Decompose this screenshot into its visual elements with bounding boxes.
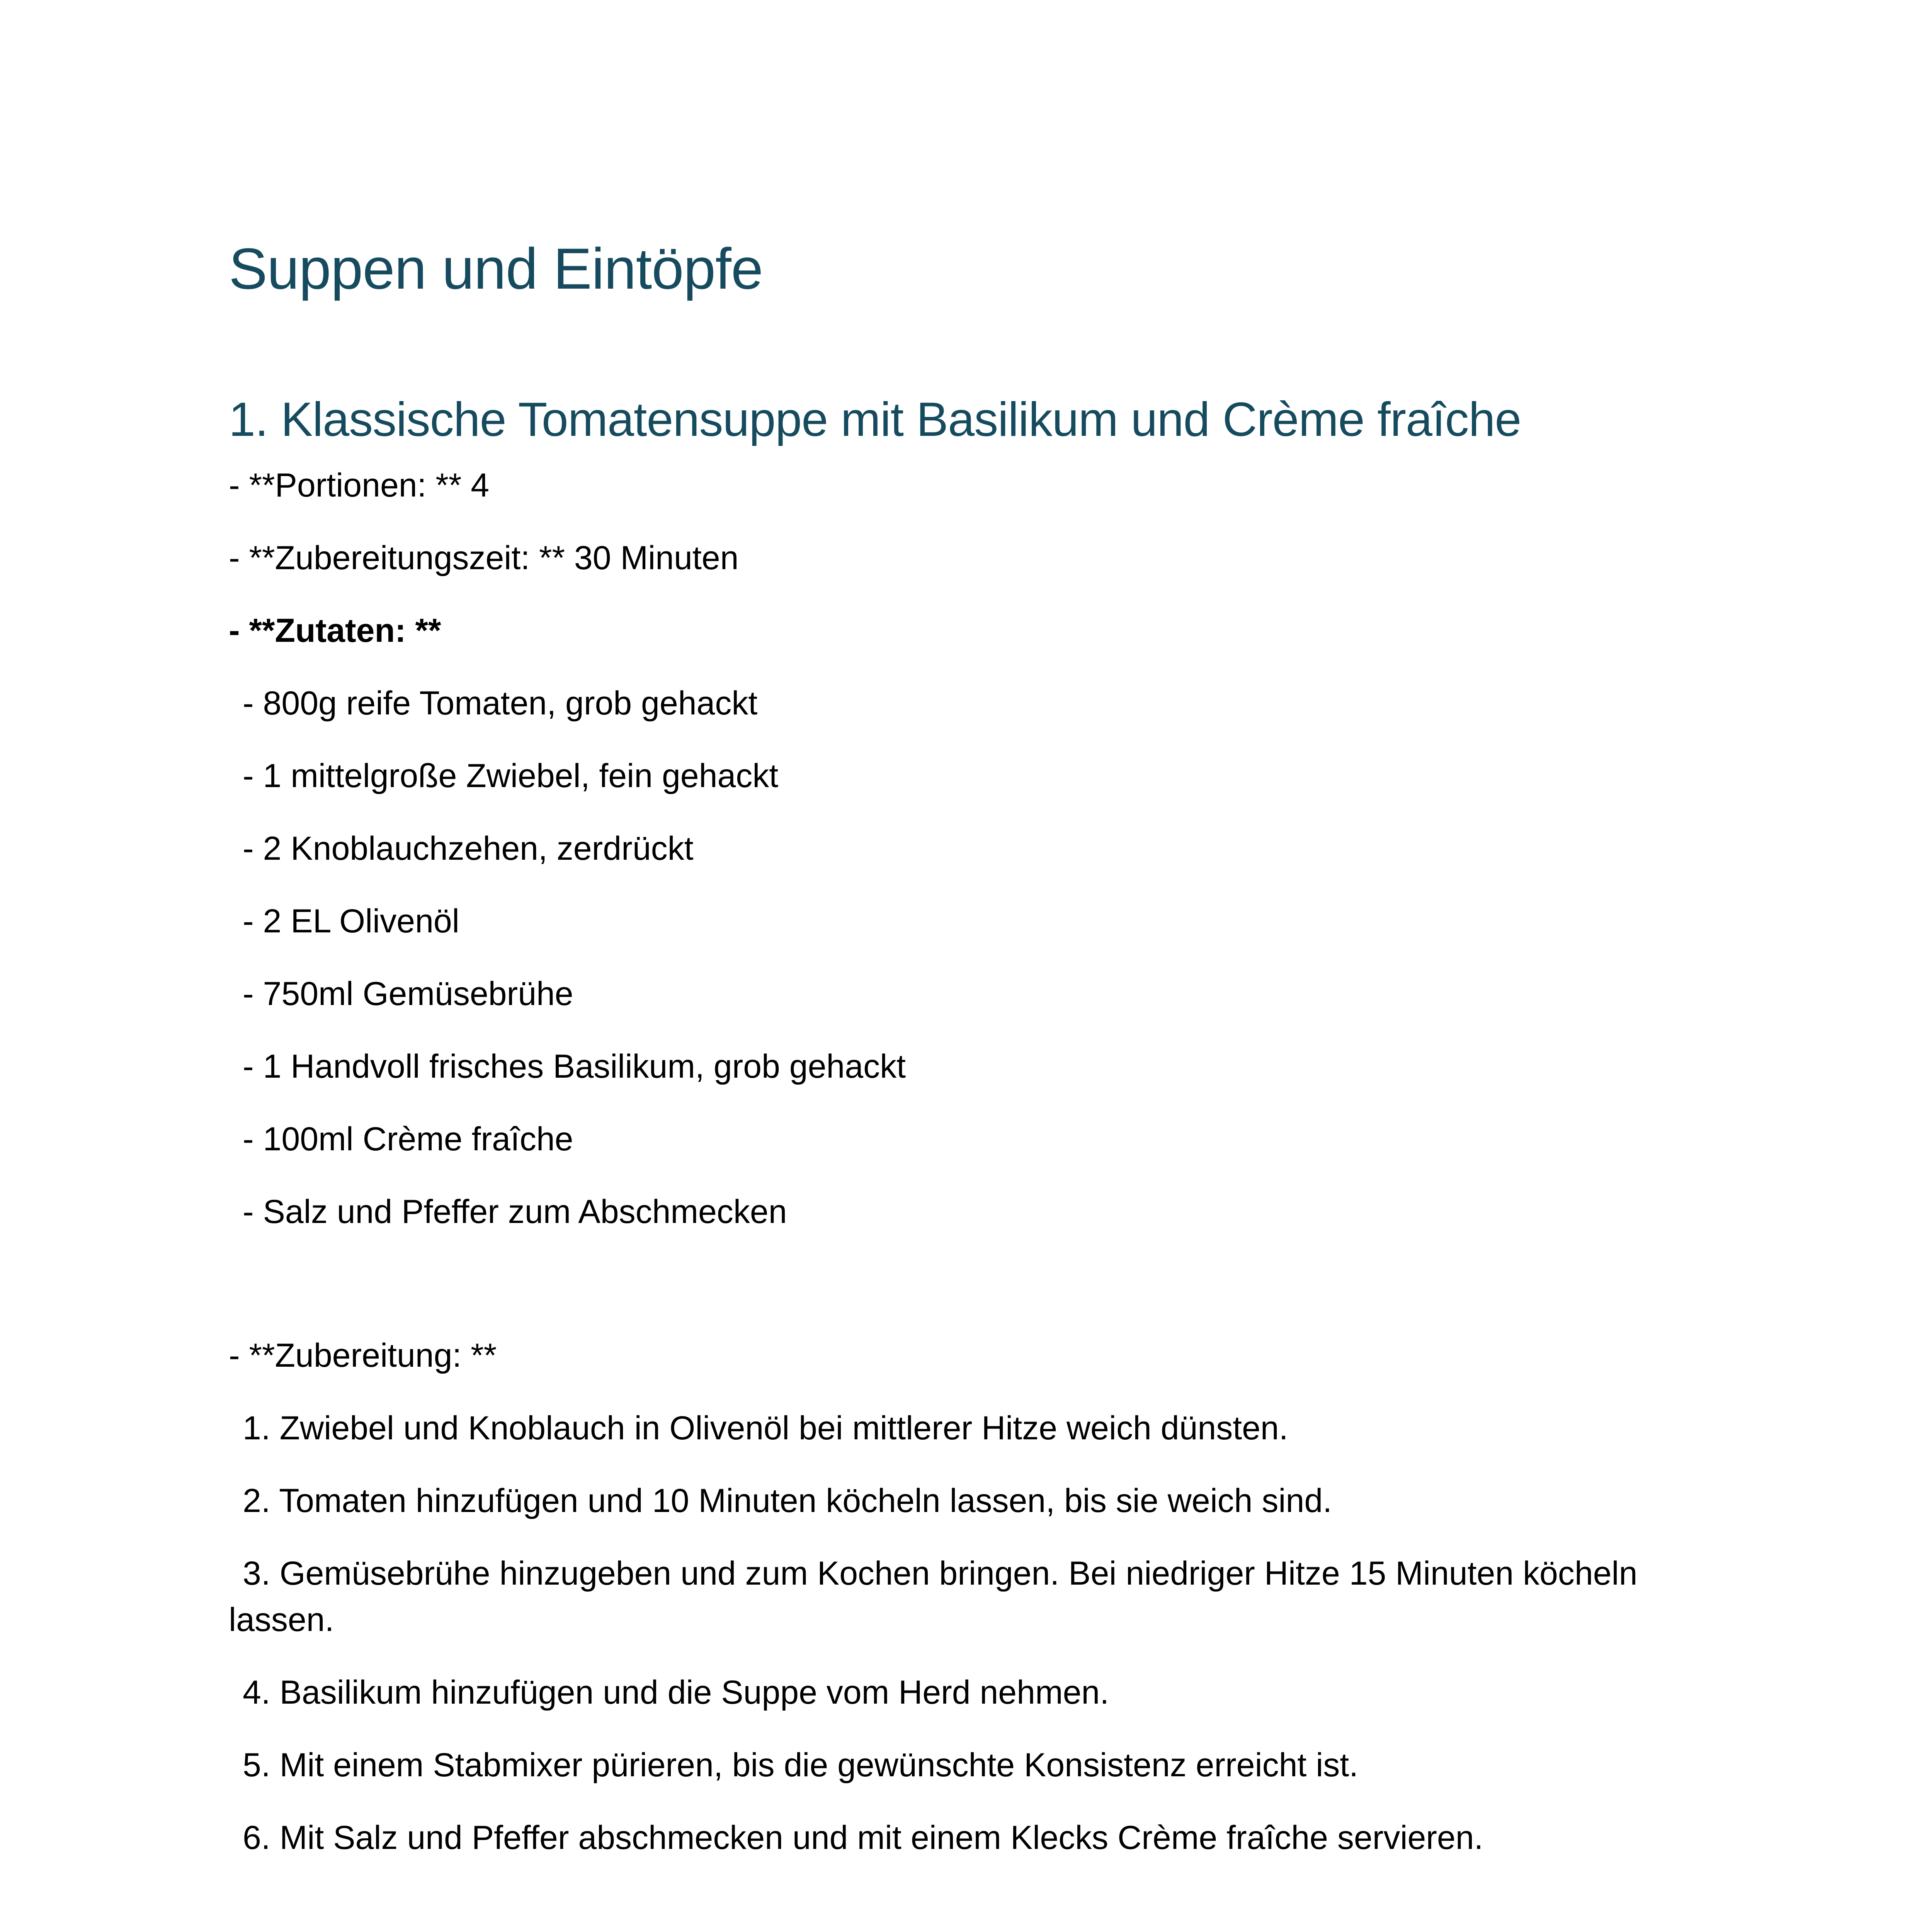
ingredient-item: - 2 Knoblauchzehen, zerdrückt <box>243 830 694 867</box>
ingredient-item: - 750ml Gemüsebrühe <box>243 975 573 1012</box>
recipe-prep-time: - **Zubereitungszeit: ** 30 Minuten <box>229 539 739 577</box>
preparation-step: 2. Tomaten hinzufügen und 10 Minuten köcheln lassen, bis sie weich sind. <box>243 1482 1332 1519</box>
recipe-portions: - **Portionen: ** 4 <box>229 467 490 504</box>
ingredient-item: - 100ml Crème fraîche <box>243 1121 573 1158</box>
page-content <box>229 232 1720 1861</box>
preparation-heading: - **Zubereitung: ** <box>229 1337 497 1374</box>
ingredient-item: - 1 Handvoll frisches Basilikum, grob gehackt <box>243 1048 906 1085</box>
preparation-step: 3. Gemüsebrühe hinzugeben und zum Kochen bringen. Bei niedriger Hitze 15 Minuten köcheln lassen. <box>229 1555 1647 1638</box>
ingredient-item: - 2 EL Olivenöl <box>243 903 459 940</box>
preparation-step: 5. Mit einem Stabmixer pürieren, bis die gewünschte Konsistenz erreicht ist. <box>243 1747 1359 1784</box>
ingredient-item: - 1 mittelgroße Zwiebel, fein gehackt <box>243 757 779 794</box>
ingredients-heading: - **Zutaten: ** <box>229 612 441 649</box>
preparation-steps <box>229 1405 1720 1861</box>
preparation-step: 4. Basilikum hinzufügen und die Suppe vom Herd nehmen. <box>243 1674 1109 1711</box>
preparation-step: 1. Zwiebel und Knoblauch in Olivenöl bei mittlerer Hitze weich dünsten. <box>243 1410 1288 1447</box>
ingredients-list <box>229 680 1720 1235</box>
ingredient-item: - Salz und Pfeffer zum Abschmecken <box>243 1193 787 1230</box>
preparation-step: 6. Mit Salz und Pfeffer abschmecken und mit einem Klecks Crème fraîche servieren. <box>243 1819 1483 1856</box>
recipe-title: 1. Klassische Tomatensuppe mit Basilikum und Crème fraîche <box>229 393 1521 446</box>
chapter-title: Suppen und Eintöpfe <box>229 236 763 301</box>
ingredient-item: - 800g reife Tomaten, grob gehackt <box>243 685 758 722</box>
